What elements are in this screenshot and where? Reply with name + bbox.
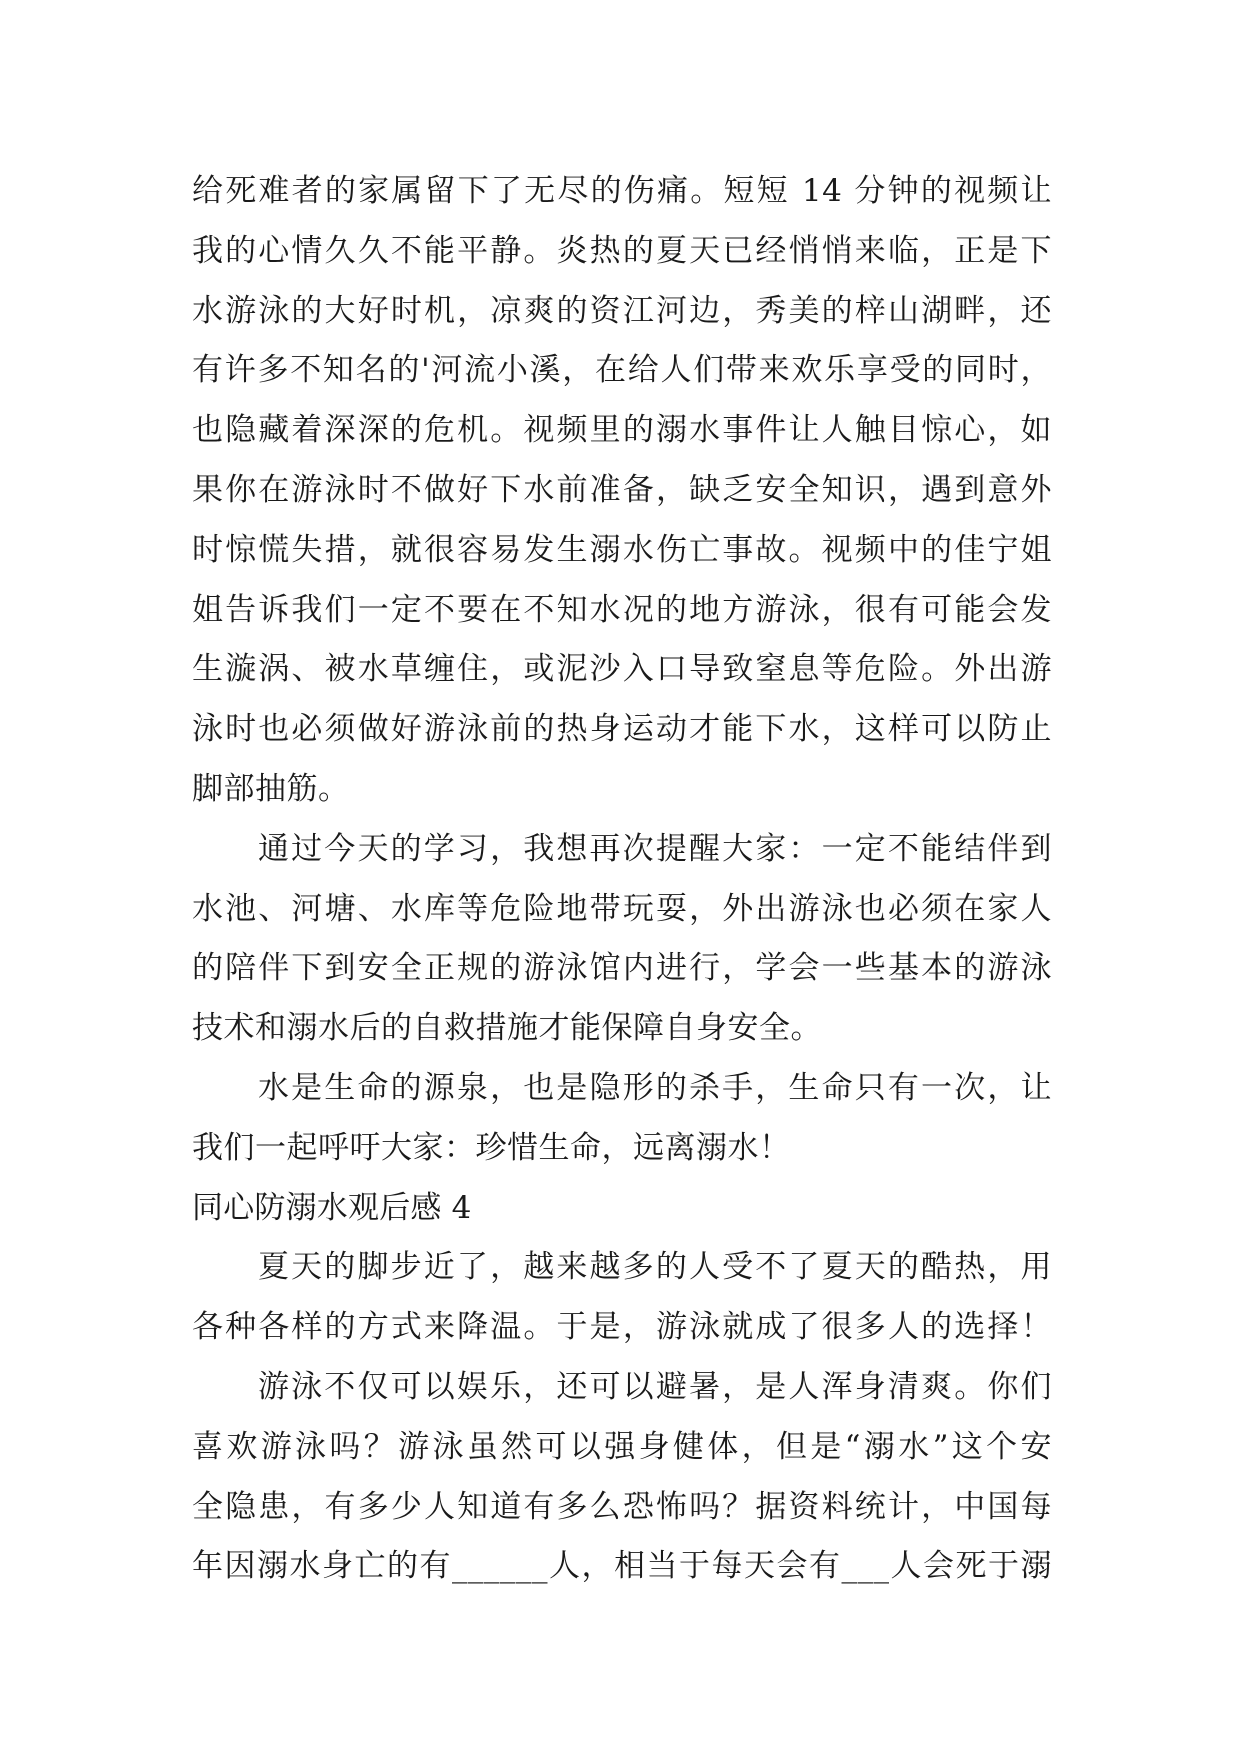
text-line: 我们一起呼吁大家：珍惜生命，远离溺水！ [192,1129,791,1166]
text-line: 生漩涡、被水草缠住，或泥沙入口导致窒息等危险。外出游 [192,651,1052,688]
text-line: 全隐患，有多少人知道有多么恐怖吗？据资料统计，中国每 [192,1488,1052,1525]
text-line: 时惊慌失措，就很容易发生溺水伤亡事故。视频中的佳宁姐 [192,531,1052,568]
document-page [192,162,1052,1597]
text-line: 各种各样的方式来降温。于是，游泳就成了很多人的选择！ [192,1309,1052,1346]
text-line: 游泳不仅可以娱乐，还可以避暑，是人浑身清爽。你们 [258,1368,1052,1405]
text-line: 喜欢游泳吗？游泳虽然可以强身健体，但是“溺水”这个安 [192,1428,1052,1465]
text-line: 给死难者的家属留下了无尽的伤痛。短短 14 分钟的视频让 [192,173,1052,209]
text-line: 水游泳的大好时机，凉爽的资江河边，秀美的梓山湖畔，还 [192,292,1052,329]
text-line: 的陪伴下到安全正规的游泳馆内进行，学会一些基本的游泳 [192,950,1052,987]
text-line: 也隐藏着深深的危机。视频里的溺水事件让人触目惊心，如 [192,412,1052,449]
text-line: 脚部抽筋。 [192,770,350,807]
text-line: 技术和溺水后的自救措施才能保障自身安全。 [192,1010,822,1047]
text-line: 有许多不知名的'河流小溪，在给人们带来欢乐享受的同时， [192,352,1052,389]
text-line: 果你在游泳时不做好下水前准备，缺乏安全知识，遇到意外 [192,471,1052,508]
text-line: 年因溺水身亡的有______人，相当于每天会有___人会死于溺 [192,1548,1052,1585]
section-heading: 同心防溺水观后感 4 [192,1189,472,1226]
text-line: 夏天的脚步近了，越来越多的人受不了夏天的酷热，用 [258,1249,1052,1286]
text-line: 水是生命的源泉，也是隐形的杀手，生命只有一次，让 [258,1069,1052,1106]
text-line: 水池、河塘、水库等危险地带玩耍，外出游泳也必须在家人 [192,890,1052,927]
text-line: 姐告诉我们一定不要在不知水况的地方游泳，很有可能会发 [192,591,1052,628]
text-line: 泳时也必须做好游泳前的热身运动才能下水，这样可以防止 [192,711,1052,748]
text-line: 通过今天的学习，我想再次提醒大家：一定不能结伴到 [258,830,1052,867]
text-line: 我的心情久久不能平静。炎热的夏天已经悄悄来临，正是下 [192,232,1052,269]
